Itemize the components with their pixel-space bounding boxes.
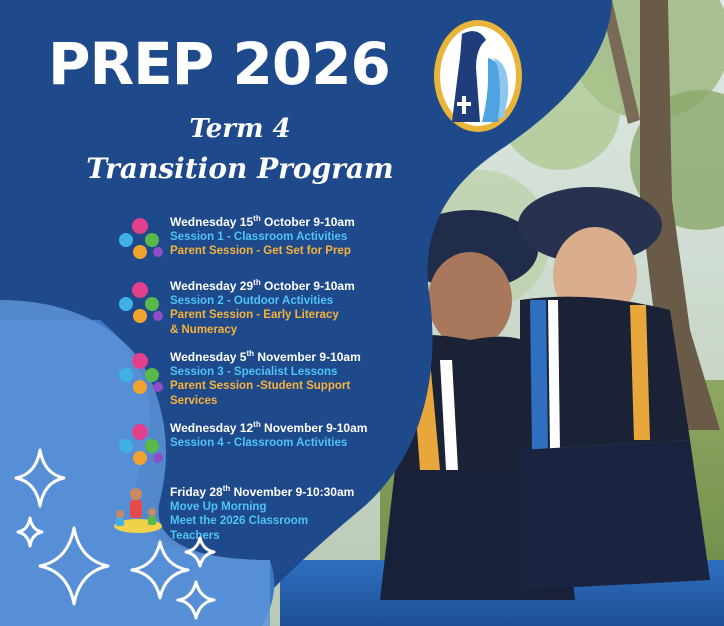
parent-session-cont: Services [170, 394, 218, 407]
session-date: Wednesday 15th October 9-10am [170, 214, 355, 229]
session-item [112, 347, 412, 408]
parent-session: Parent Session - Early Literacy [170, 309, 339, 321]
session-date: Friday 28th November 9-10:30am [170, 484, 355, 499]
session-date: Wednesday 12th November 9-10am [170, 420, 368, 435]
session-title: Session 3 - Specialist Lessons [170, 365, 338, 378]
handprints-icon [112, 276, 168, 330]
session-detail: Meet the 2026 Classroom [170, 515, 309, 527]
page-title: PREP 2026 [48, 30, 390, 98]
session-title: Session 4 - Classroom Activities [170, 436, 348, 449]
session-title: Move Up Morning [170, 500, 267, 513]
sparkle-decoration [0, 430, 280, 626]
parent-session: Parent Session -Student Support [170, 380, 351, 392]
session-item [112, 276, 412, 337]
program-subtitle: Transition Program [86, 152, 394, 185]
session-title: Session 2 - Outdoor Activities [170, 294, 334, 307]
session-date: Wednesday 5th November 9-10am [170, 349, 361, 364]
handprints-icon [112, 212, 168, 266]
session-item [112, 212, 412, 266]
parent-session: Parent Session - Get Set for Prep [170, 245, 351, 257]
parent-session-cont: & Numeracy [170, 323, 238, 336]
session-detail-cont: Teachers [170, 529, 220, 542]
session-date: Wednesday 29th October 9-10am [170, 278, 355, 293]
handprints-icon [112, 347, 168, 401]
term-subtitle: Term 4 [189, 114, 291, 144]
session-title: Session 1 - Classroom Activities [170, 230, 348, 243]
